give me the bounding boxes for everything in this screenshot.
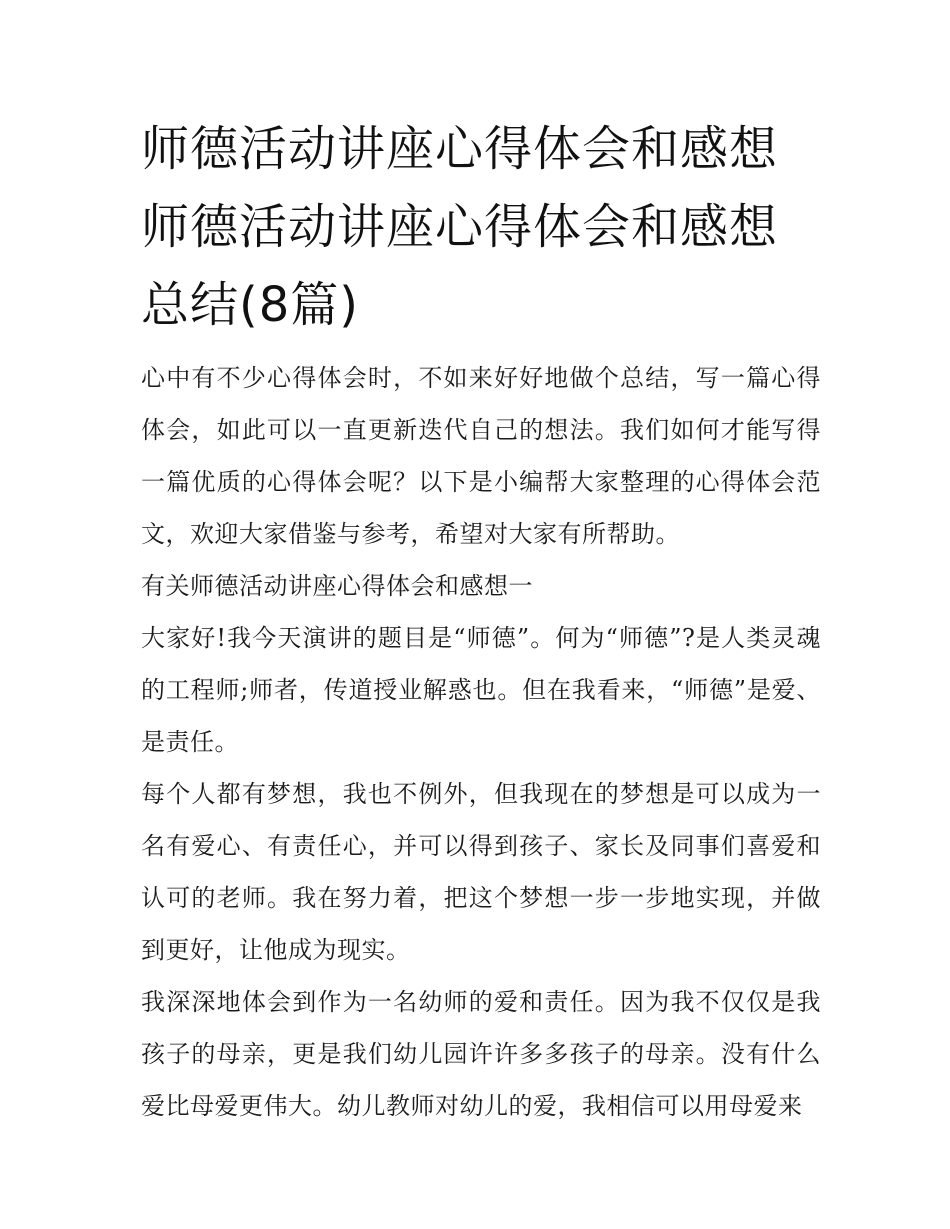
- body-paragraph: 大家好!我今天演讲的题目是“师德”。何为“师德”?是人类灵魂的工程师;师者，传道授业解惑也。但在我看来，“师德”是爱、是责任。: [141, 624, 821, 756]
- body-paragraph: 每个人都有梦想，我也不例外，但我现在的梦想是可以成为一名有爱心、有责任心，并可以得到孩子、家长及同事们喜爱和认可的老师。我在努力着，把这个梦想一步一步地实现，并做到更好，让他成为现实。: [141, 780, 821, 964]
- intro-paragraph: 心中有不少心得体会时，不如来好好地做个总结，写一篇心得体会，如此可以一直更新迭代自己的想法。我们如何才能写得一篇优质的心得体会呢？以下是小编帮大家整理的心得体会范文，欢迎大家借鉴与参考，希望对大家有所帮助。: [141, 364, 821, 548]
- document-body: [141, 110, 821, 1132]
- section-heading: 有关师德活动讲座心得体会和感想一: [141, 572, 533, 600]
- document-title: 师德活动讲座心得体会和感想师德活动讲座心得体会和感想总结(8篇): [141, 121, 779, 333]
- body-paragraph: 我深深地体会到作为一名幼师的爱和责任。因为我不仅仅是我孩子的母亲，更是我们幼儿园许许多多孩子的母亲。没有什么爱比母爱更伟大。幼儿教师对幼儿的爱，我相信可以用母爱来: [141, 988, 821, 1120]
